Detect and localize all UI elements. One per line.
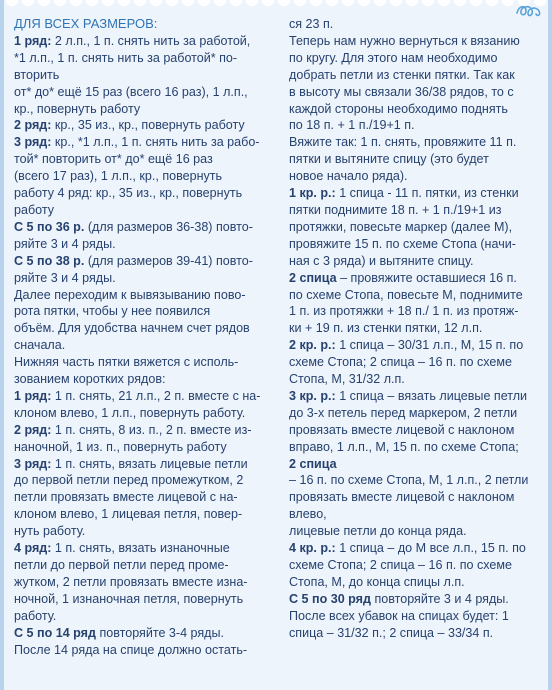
text-line: [14, 354, 284, 371]
text-line: [289, 168, 545, 185]
text-line: [289, 303, 545, 320]
instruction-text: ряйте 3 и 4 ряды.: [14, 236, 116, 251]
text-line: [289, 523, 545, 540]
instruction-text: – 16 п. по схеме Стопа, М, 1 л.п., 2 петли: [289, 473, 529, 488]
row-label: 2 ряд:: [14, 422, 52, 437]
text-line: [289, 608, 545, 625]
text-line: [14, 371, 284, 388]
text-line: [289, 472, 545, 489]
text-line: [289, 439, 545, 456]
text-line: [289, 574, 545, 591]
text-line: [289, 67, 545, 84]
instruction-text: ряйте 3 и 4 ряды.: [14, 270, 116, 285]
instruction-text: ночной, 1 изнаночная петля, повернуть: [14, 591, 244, 606]
text-line: [14, 337, 284, 354]
text-line: [14, 405, 284, 422]
text-line: [289, 557, 545, 574]
instruction-text: Теперь нам нужно вернуться к вязанию: [289, 33, 520, 48]
text-line: [14, 642, 284, 659]
section-heading: ДЛЯ ВСЕХ РАЗМЕРОВ:: [14, 16, 158, 31]
text-line: [14, 101, 284, 118]
instruction-text: клоном влево, 1 лицевая петля, повер-: [14, 507, 243, 522]
text-line: [14, 202, 284, 219]
text-line: [14, 33, 284, 50]
instruction-text: Стопа, М, 31/32 л.п.: [289, 372, 405, 387]
instruction-text: повторяйте 3 и 4 ряды.: [370, 591, 509, 606]
text-line: [289, 151, 545, 168]
instruction-text: 1 п. снять, вязать изнаночные: [51, 541, 230, 556]
instruction-text: 1 спица – 30/31 л.п., М, 15 п. по: [335, 338, 524, 353]
row-label: 3 ряд:: [14, 456, 52, 471]
text-line: [14, 134, 284, 151]
text-line: [289, 101, 545, 118]
text-line: [289, 84, 545, 101]
text-line: [14, 219, 284, 236]
instruction-text: – провяжите оставшиеся 16 п.: [336, 270, 517, 285]
instruction-text: пятки и вытяните спицу (это будет: [289, 152, 489, 167]
instruction-text: 1 п. снять, вязать лицевые петли: [51, 456, 248, 471]
row-label: 1 кр. р.:: [289, 186, 336, 201]
instruction-text: Далее переходим к вывязыванию пово-: [14, 287, 246, 302]
instruction-text: работу 4 ряд: кр., 35 из., кр., повернуть: [14, 186, 243, 201]
text-line: [14, 439, 284, 456]
instruction-text: рота пятки, чтобы у нее появился: [14, 304, 211, 319]
text-line: [289, 625, 545, 642]
text-line: [14, 574, 284, 591]
row-label: С 5 по 14 ряд: [14, 625, 96, 640]
text-line: [14, 472, 284, 489]
text-line: [14, 151, 284, 168]
instruction-text: 1 спица – вязать лицевые петли: [335, 388, 528, 403]
text-line: [14, 185, 284, 202]
text-line: [289, 16, 545, 33]
instruction-text: 1 п. из протяжки + 18 п./ 1 п. из протяж-: [289, 304, 519, 319]
instruction-text: (всего 17 раз), 1 л.п., кр., повернуть: [14, 169, 223, 184]
text-line: [289, 405, 545, 422]
text-line: [289, 50, 545, 67]
instruction-text: Вяжите так: 1 п. снять, провяжите 11 п.: [289, 135, 517, 150]
instruction-text: протяжки, повесьте маркер (далее М),: [289, 219, 513, 234]
row-label: С 5 по 30 ряд: [289, 591, 371, 606]
instruction-text: пятки поднимите 18 п. + 1 п./19+1 из: [289, 202, 502, 217]
instruction-text: сначала.: [14, 338, 66, 353]
text-line: [289, 287, 545, 304]
right-column-text: [289, 16, 545, 642]
text-line: [289, 354, 545, 371]
instruction-text: нуть работу.: [14, 524, 86, 539]
instruction-text: повторяйте 3-4 ряды.: [95, 625, 224, 640]
instruction-text: ся 23 п.: [289, 17, 334, 31]
text-line: [14, 540, 284, 557]
instruction-text: той* повторить от* до* ещё 16 раз: [14, 152, 213, 167]
instruction-text: наночной, 1 из. п., повернуть работу: [14, 439, 227, 454]
instruction-text: работу.: [14, 608, 57, 623]
instruction-text: в высоту мы связали 36/38 рядов, то с: [289, 84, 514, 99]
text-line: [14, 608, 284, 625]
text-line: [289, 236, 545, 253]
instruction-text: Нижняя часть пятки вяжется с исполь-: [14, 355, 239, 370]
instruction-text: 2 л.п., 1 п. снять нить за работой,: [51, 33, 251, 48]
text-line: [289, 219, 545, 236]
text-line: [289, 506, 545, 523]
instruction-text: ки + 19 п. из стенки пятки, 12 л.п.: [289, 321, 483, 336]
text-line: [14, 320, 284, 337]
text-line: [14, 168, 284, 185]
left-column: [14, 16, 284, 658]
text-line: [289, 185, 545, 202]
instruction-text: 1 спица – до М все л.п., 15 п. по: [335, 541, 526, 556]
text-line: [14, 591, 284, 608]
row-label: 2 кр. р.:: [289, 338, 336, 353]
instruction-text: Стопа, М, до конца спицы л.п.: [289, 574, 465, 589]
instruction-text: кр., повернуть работу: [14, 101, 141, 116]
right-column: [289, 16, 545, 642]
instruction-text: После 14 ряда на спице должно остать-: [14, 642, 248, 657]
text-line: [289, 388, 545, 405]
text-line: [289, 270, 545, 287]
instruction-text: схеме Стопа; 2 спица – 16 п. по схеме: [289, 558, 512, 572]
instruction-text: по схеме Стопа, повесьте М, поднимите: [289, 287, 523, 302]
text-line: [14, 489, 284, 506]
row-label: 3 кр. р.:: [289, 388, 336, 403]
instruction-text: кр., 35 из., кр., повернуть работу: [51, 118, 245, 133]
instruction-text: провяжите 15 п. по схеме Стопа (начи-: [289, 236, 516, 251]
instruction-text: до первой петли перед промежутком, 2: [14, 473, 244, 488]
instruction-text: до 3-х петель перед маркером, 2 петли: [289, 405, 518, 420]
instruction-text: лицевые петли до конца ряда.: [289, 524, 467, 539]
scalloped-top-border: [4, 0, 548, 10]
text-line: [289, 456, 545, 473]
instruction-text: После всех убавок на спицах будет: 1: [289, 608, 509, 623]
text-line: [289, 33, 545, 50]
row-label: 1 ряд:: [14, 388, 52, 403]
instruction-text: вторить: [14, 67, 60, 82]
text-line: [14, 506, 284, 523]
instruction-text: спица – 31/32 п.; 2 спица – 33/34 п.: [289, 625, 494, 640]
instruction-text: по 18 п. + 1 п./19+1 п.: [289, 118, 415, 133]
text-line: [14, 270, 284, 287]
instruction-text: объём. Для удобства начнем счет рядов: [14, 321, 250, 336]
instruction-text: 1 спица - 11 п. пятки, из стенки: [335, 186, 519, 201]
text-line: [289, 371, 545, 388]
instruction-text: новое начало ряда).: [289, 169, 408, 184]
text-line: [14, 557, 284, 574]
text-line: [14, 236, 284, 253]
text-line: [14, 84, 284, 101]
text-line: [289, 540, 545, 557]
instruction-text: зованием коротких рядов:: [14, 372, 166, 387]
instruction-text: кр., *1 л.п., 1 п. снять нить за рабо-: [51, 135, 260, 150]
instruction-text: провязать вместе лицевой с наклоном: [289, 490, 515, 505]
text-line: [14, 456, 284, 473]
row-label: 4 ряд:: [14, 541, 52, 556]
text-line: [289, 134, 545, 151]
left-column-text: [14, 33, 284, 659]
text-line: [14, 523, 284, 540]
instruction-text: клоном влево, 1 л.п., повернуть работу.: [14, 405, 246, 420]
instruction-text: вправо, 1 л.п., М, 15 п. по схеме Стопа;: [289, 439, 519, 454]
instruction-text: каждой стороны необходимо поднять: [289, 101, 508, 116]
text-line: [289, 253, 545, 270]
row-label: 1 ряд:: [14, 33, 52, 48]
instruction-text: 1 п. снять, 21 л.п., 2 п. вместе с на-: [51, 388, 261, 403]
row-label: 3 ряд:: [14, 135, 52, 150]
text-line: [14, 117, 284, 134]
instruction-text: 1 п. снять, 8 из. п., 2 п. вместе из-: [51, 422, 252, 437]
text-line: [14, 253, 284, 270]
text-line: [14, 388, 284, 405]
instruction-text: (для размеров 36-38) повто-: [84, 219, 253, 234]
text-line: [289, 591, 545, 608]
text-line: [289, 422, 545, 439]
row-label: 2 спица: [289, 456, 337, 471]
row-label: 4 кр. р.:: [289, 541, 336, 556]
instruction-text: добрать петли из стенки пятки. Так как: [289, 67, 515, 82]
row-label: 2 спица: [289, 270, 337, 285]
text-line: [289, 320, 545, 337]
instruction-text: *1 л.п., 1 п. снять нить за работой* по-: [14, 50, 238, 65]
instruction-text: работу: [14, 202, 55, 217]
text-line: [14, 50, 284, 67]
row-label: С 5 по 36 р.: [14, 219, 85, 234]
text-line: [14, 67, 284, 84]
text-line: [14, 303, 284, 320]
instruction-text: петли провязать вместе лицевой с на-: [14, 490, 238, 505]
text-line: [289, 117, 545, 134]
text-line: [289, 489, 545, 506]
text-line: [14, 422, 284, 439]
instruction-text: от* до* ещё 15 раз (всего 16 раз), 1 л.п.,: [14, 84, 248, 99]
text-line: [289, 202, 545, 219]
text-line: [14, 287, 284, 304]
instruction-text: провязать вместе лицевой с наклоном: [289, 422, 515, 437]
instruction-text: влево,: [289, 507, 327, 522]
instruction-text: по кругу. Для этого нам необходимо: [289, 50, 498, 65]
row-label: С 5 по 38 р.: [14, 253, 85, 268]
instruction-text: ная с 3 ряда) и вытяните спицу.: [289, 253, 474, 268]
row-label: 2 ряд:: [14, 118, 52, 133]
text-line: [14, 625, 284, 642]
instruction-text: схеме Стопа; 2 спица – 16 п. по схеме: [289, 355, 512, 370]
instruction-text: петли до первой петли перед проме-: [14, 558, 229, 572]
text-line: [289, 337, 545, 354]
instruction-text: жутком, 2 петли провязать вместе изна-: [14, 574, 248, 589]
instruction-text: (для размеров 39-41) повто-: [84, 253, 253, 268]
